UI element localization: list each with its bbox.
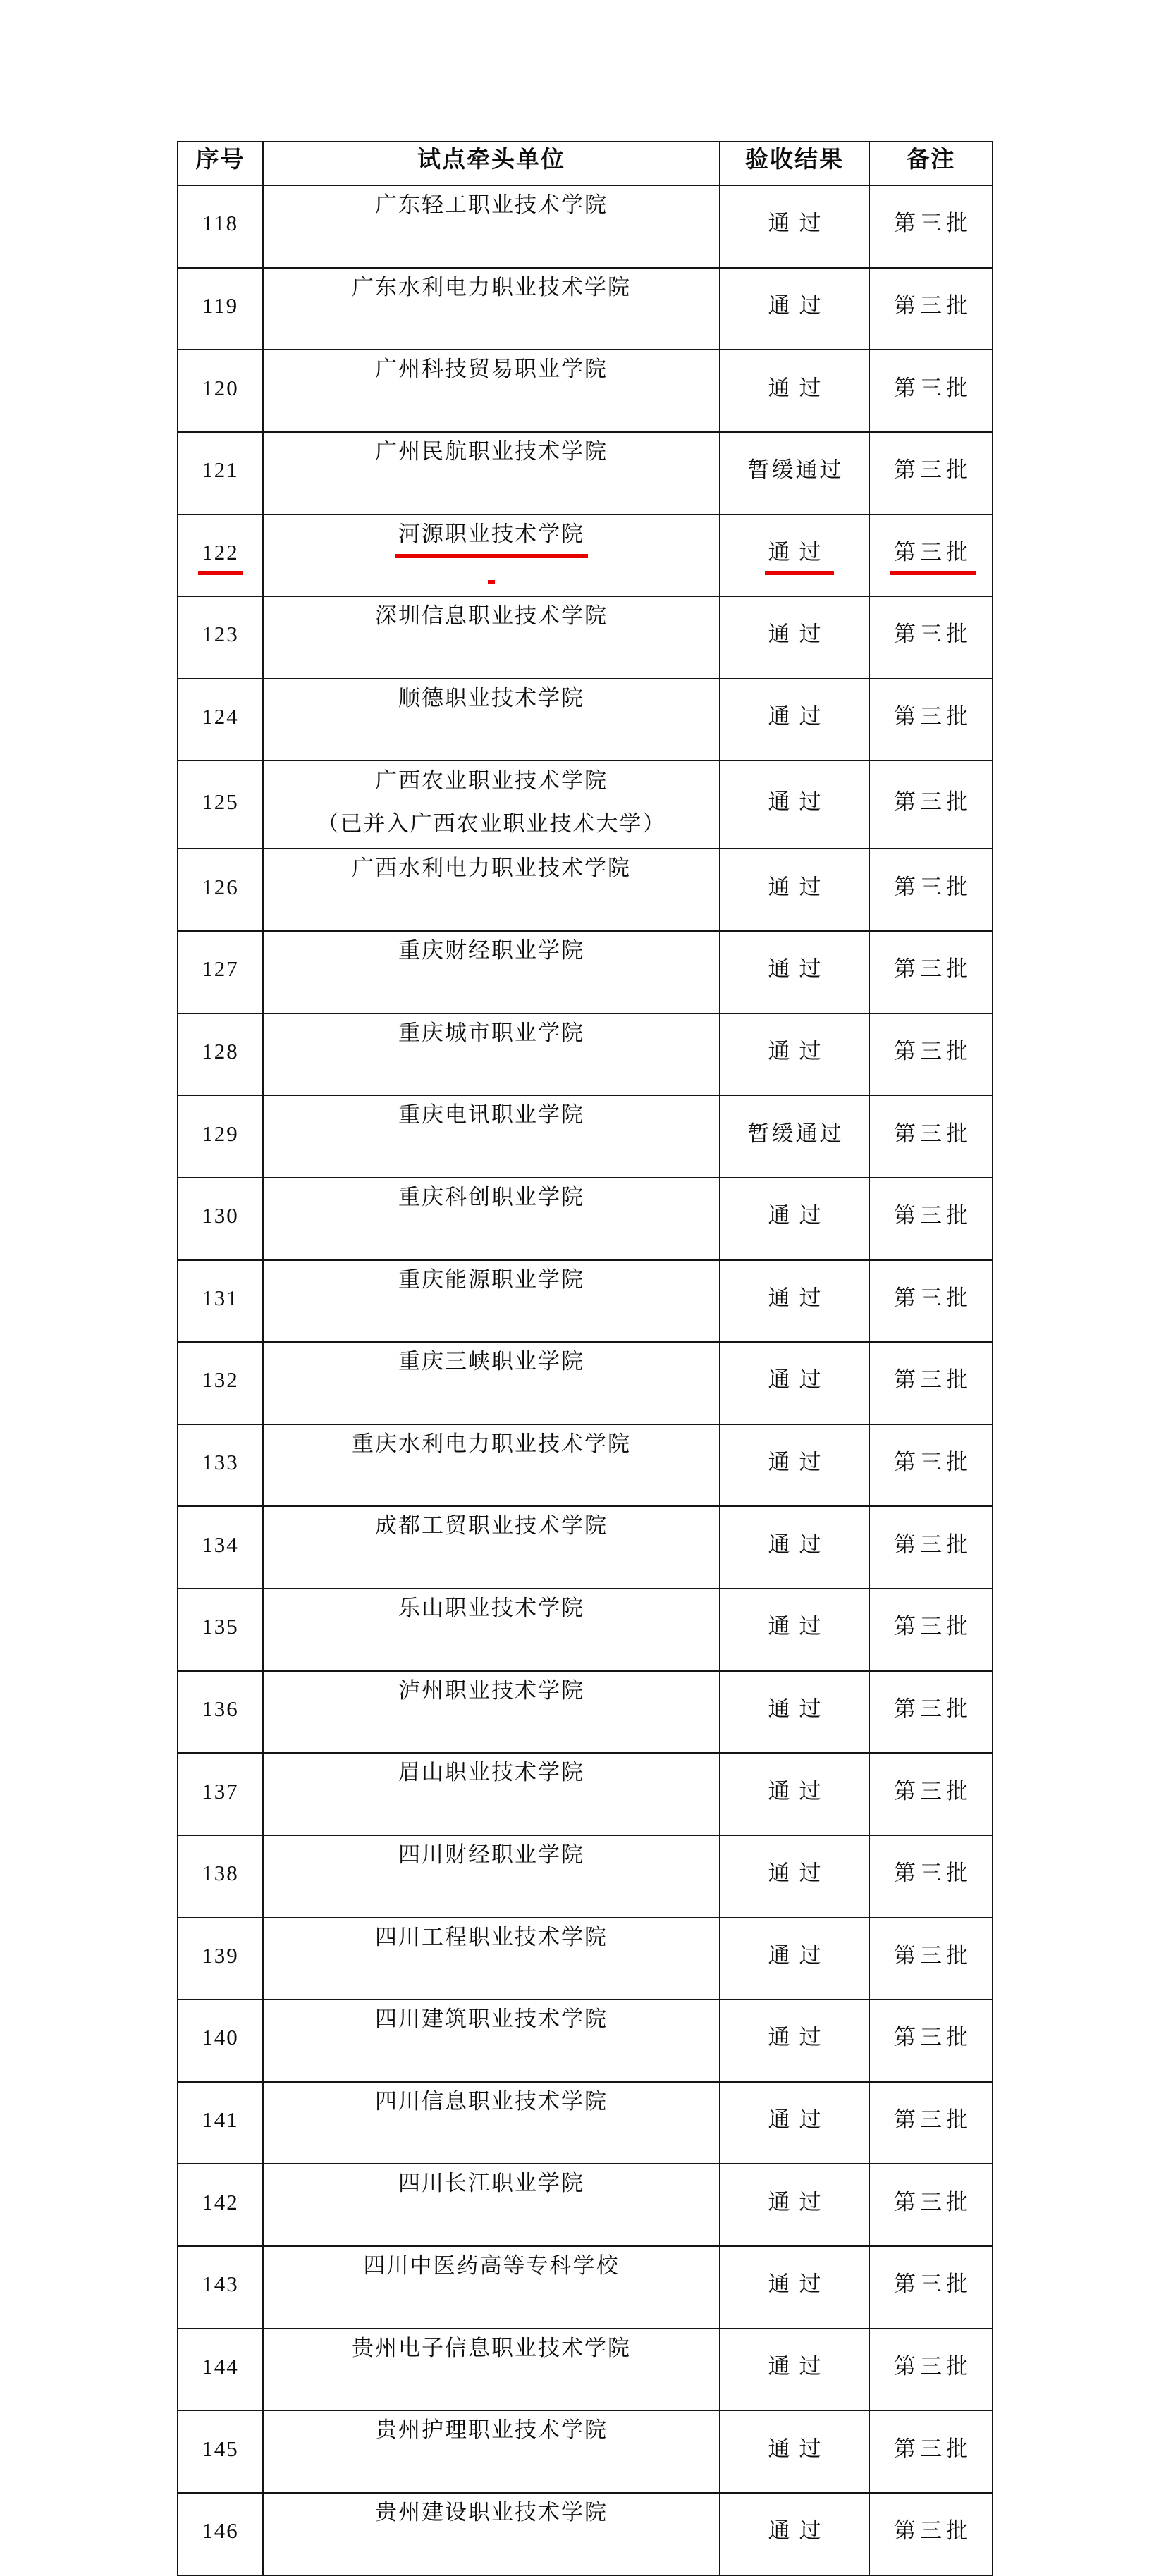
result-cell: 通过: [720, 1424, 869, 1507]
unit-cell: [263, 679, 720, 761]
table-row: [178, 1506, 993, 1589]
table-row: [178, 1999, 993, 2082]
result-cell: 通过: [720, 1013, 869, 1096]
unit-name-line: 河源职业技术学院: [264, 515, 719, 558]
serial-cell: 130: [178, 1178, 263, 1260]
remark-cell: 第三批: [869, 1671, 993, 1754]
remark-cell: 第三批: [869, 931, 993, 1013]
unit-cell: [263, 2410, 720, 2493]
unit-name-line: 眉山职业技术学院: [398, 1760, 584, 1785]
unit-name-line: 四川中医药高等专科学校: [363, 2253, 620, 2278]
unit-cell: [263, 350, 720, 432]
unit-cell: [263, 1753, 720, 1835]
table-row: [178, 2329, 993, 2411]
serial-cell: 124: [178, 679, 263, 761]
unit-cell: [263, 1835, 720, 1918]
unit-name-line: 重庆城市职业学院: [398, 1020, 584, 1045]
remark-cell: 第三批: [869, 2410, 993, 2493]
unit-cell: [263, 514, 720, 597]
remark-cell: 第三批: [869, 1342, 993, 1424]
unit-note-line: [264, 640, 719, 677]
unit-note-line: [264, 476, 719, 513]
result-cell: 通过: [720, 1506, 869, 1589]
table-row: [178, 2493, 993, 2575]
unit-note-line: [264, 1551, 719, 1588]
table-row: [178, 849, 993, 931]
unit-cell: [263, 1342, 720, 1424]
unit-note-line: [264, 2455, 719, 2492]
unit-note-line: [264, 1961, 719, 1999]
serial-cell: 131: [178, 1260, 263, 1343]
result-cell: 通过: [720, 2329, 869, 2411]
unit-name-line: 成都工贸职业技术学院: [375, 1513, 608, 1539]
unit-name-line: 重庆科创职业学院: [398, 1184, 584, 1209]
unit-cell: [263, 1671, 720, 1754]
unit-cell: [263, 2082, 720, 2164]
unit-note-line: [264, 1140, 719, 1177]
table-row: [178, 185, 993, 268]
unit-name-line: 泸州职业技术学院: [398, 1677, 584, 1703]
table-row: [178, 1095, 993, 1178]
table-row: [178, 1424, 993, 1507]
serial-cell: 135: [178, 1589, 263, 1671]
header-result: [720, 142, 869, 185]
unit-name-line: 重庆三峡职业学院: [398, 1349, 584, 1374]
serial-cell: 122: [178, 514, 263, 597]
serial-cell: 125: [178, 760, 263, 849]
serial-cell: 139: [178, 1918, 263, 2000]
unit-name-line: 四川长江职业学院: [398, 2171, 584, 2196]
unit-name-line: 重庆能源职业学院: [398, 1267, 584, 1292]
serial-cell: 119: [178, 268, 263, 350]
unit-name-line: 四川信息职业技术学院: [375, 2088, 608, 2114]
unit-name-line: 重庆电讯职业学院: [398, 1102, 584, 1128]
header-unit-label: 试点牵头单位: [417, 147, 565, 173]
result-cell: 通过: [720, 1753, 869, 1835]
remark-cell: 第三批: [869, 1013, 993, 1096]
remark-cell: 第三批: [869, 760, 993, 849]
table-row: [178, 931, 993, 1013]
unit-name-line: 四川工程职业技术学院: [375, 1924, 608, 1949]
unit-cell: [263, 1013, 720, 1096]
table-row: [178, 1178, 993, 1260]
result-cell: 通过: [720, 185, 869, 268]
remark-cell: 第三批: [869, 1753, 993, 1835]
remark-cell: 第三批: [869, 1178, 993, 1260]
remark-cell: 第三批: [869, 2246, 993, 2329]
unit-cell: [263, 1918, 720, 2000]
remark-cell: 第三批: [869, 432, 993, 514]
table-row: [178, 2164, 993, 2246]
serial-cell: 137: [178, 1753, 263, 1835]
unit-name-line: 深圳信息职业技术学院: [375, 603, 608, 629]
unit-cell: [263, 432, 720, 514]
header-serial-label: 序号: [195, 147, 245, 173]
remark-cell: 第三批: [869, 1506, 993, 1589]
serial-cell: 128: [178, 1013, 263, 1096]
table-row: [178, 1671, 993, 1754]
header-result-label: 验收结果: [745, 147, 844, 173]
result-cell: 通过: [720, 514, 869, 597]
unit-name-line: 四川建筑职业技术学院: [375, 2007, 608, 2032]
result-cell: 通过: [720, 1178, 869, 1260]
remark-cell: 第三批: [869, 268, 993, 350]
result-cell: 通过: [720, 1342, 869, 1424]
table-row: [178, 2082, 993, 2164]
remark-cell: 第三批: [869, 1095, 993, 1178]
unit-name-line: 广西水利电力职业技术学院: [352, 856, 631, 881]
table-row: [178, 514, 993, 597]
remark-cell: 第三批: [869, 2493, 993, 2575]
unit-name-line: 重庆水利电力职业技术学院: [352, 1431, 631, 1456]
unit-cell: [263, 931, 720, 1013]
serial-cell: 145: [178, 2410, 263, 2493]
result-cell: 通过: [720, 1671, 869, 1754]
serial-cell: 121: [178, 432, 263, 514]
unit-note-line: [264, 229, 719, 266]
remark-cell: 第三批: [869, 2164, 993, 2246]
unit-note-line: [264, 2372, 719, 2410]
unit-cell: [263, 1424, 720, 1507]
table-row: [178, 1918, 993, 2000]
serial-cell: 118: [178, 185, 263, 268]
unit-name-line: 广东水利电力职业技术学院: [352, 274, 631, 300]
unit-name-line: 贵州建设职业技术学院: [375, 2499, 608, 2525]
unit-cell: [263, 2329, 720, 2411]
serial-cell: 143: [178, 2246, 263, 2329]
result-cell: 通过: [720, 2493, 869, 2575]
serial-cell: 127: [178, 931, 263, 1013]
result-cell: 通过: [720, 350, 869, 432]
serial-cell: 120: [178, 350, 263, 432]
serial-cell: 146: [178, 2493, 263, 2575]
unit-note-line: [264, 2126, 719, 2163]
result-cell: 通过: [720, 849, 869, 931]
unit-name-line: 四川财经职业学院: [398, 1842, 584, 1867]
unit-name-line: 广州民航职业技术学院: [375, 438, 608, 464]
serial-cell: 141: [178, 2082, 263, 2164]
result-cell: 通过: [720, 679, 869, 761]
table-row: [178, 596, 993, 679]
unit-cell: [263, 185, 720, 268]
unit-note-line: [264, 893, 719, 930]
result-cell: 通过: [720, 1999, 869, 2082]
unit-name-line: 重庆财经职业学院: [398, 938, 584, 963]
remark-cell: 第三批: [869, 596, 993, 679]
table-row: [178, 1835, 993, 1918]
serial-cell: 133: [178, 1424, 263, 1507]
unit-name-line: 贵州护理职业技术学院: [375, 2417, 608, 2443]
table-row: [178, 2410, 993, 2493]
result-cell: 通过: [720, 268, 869, 350]
table-header-row: [178, 142, 993, 185]
serial-cell: 138: [178, 1835, 263, 1918]
table-row: [178, 432, 993, 514]
unit-name-line: 广州科技贸易职业学院: [375, 357, 608, 382]
serial-cell: 140: [178, 1999, 263, 2082]
serial-cell: 123: [178, 596, 263, 679]
unit-note-line: [264, 2208, 719, 2245]
result-cell: 通过: [720, 1260, 869, 1343]
remark-cell: 第三批: [869, 2082, 993, 2164]
remark-cell: 第三批: [869, 2329, 993, 2411]
unit-cell: [263, 1260, 720, 1343]
remark-cell: 第三批: [869, 514, 993, 597]
serial-cell: 132: [178, 1342, 263, 1424]
unit-name-line: 贵州电子信息职业技术学院: [352, 2335, 631, 2360]
acceptance-results-table: [177, 141, 993, 2576]
serial-cell: 142: [178, 2164, 263, 2246]
unit-cell: [263, 1178, 720, 1260]
remark-cell: 第三批: [869, 350, 993, 432]
result-cell: 通过: [720, 931, 869, 1013]
table-row: [178, 350, 993, 432]
unit-cell: [263, 2493, 720, 2575]
unit-note-line: [264, 1632, 719, 1670]
serial-cell: 126: [178, 849, 263, 931]
header-remark: [869, 142, 993, 185]
unit-note-line: [264, 394, 719, 431]
unit-cell: [263, 596, 720, 679]
table-body: [178, 185, 993, 2575]
result-cell: 暂缓通过: [720, 432, 869, 514]
unit-note-line: [264, 975, 719, 1012]
unit-cell: [263, 2164, 720, 2246]
result-cell: 通过: [720, 1918, 869, 2000]
remark-cell: 第三批: [869, 849, 993, 931]
unit-note-line: [264, 722, 719, 760]
result-cell: 通过: [720, 596, 869, 679]
remark-cell: 第三批: [869, 1589, 993, 1671]
unit-note-line: [264, 1715, 719, 1752]
unit-cell: [263, 1999, 720, 2082]
table-row: [178, 679, 993, 761]
header-serial: [178, 142, 263, 185]
unit-note-line: [264, 1057, 719, 1095]
unit-note-line: [264, 1386, 719, 1423]
unit-cell: [263, 2246, 720, 2329]
unit-name-line: 乐山职业技术学院: [398, 1596, 584, 1620]
serial-cell: 136: [178, 1671, 263, 1754]
result-cell: 通过: [720, 2410, 869, 2493]
unit-note-line: [264, 2290, 719, 2327]
unit-cell: [263, 268, 720, 350]
remark-cell: 第三批: [869, 1999, 993, 2082]
unit-note-line: [264, 1879, 719, 1916]
unit-note-line: [264, 1304, 719, 1341]
serial-cell: 129: [178, 1095, 263, 1178]
result-cell: 通过: [720, 760, 869, 849]
table-row: [178, 2246, 993, 2329]
result-cell: 暂缓通过: [720, 1095, 869, 1178]
unit-cell: [263, 760, 720, 849]
unit-note-line: [264, 2537, 719, 2574]
remark-cell: 第三批: [869, 185, 993, 268]
table-row: [178, 1260, 993, 1343]
unit-cell: [263, 849, 720, 931]
header-remark-label: 备注: [906, 147, 956, 173]
result-cell: 通过: [720, 2246, 869, 2329]
result-cell: 通过: [720, 2082, 869, 2164]
unit-note-line: [264, 312, 719, 349]
unit-note-line: [264, 1221, 719, 1259]
remark-cell: 第三批: [869, 1918, 993, 2000]
table-row: [178, 1589, 993, 1671]
unit-note-line: [264, 558, 719, 596]
table-row: [178, 1342, 993, 1424]
unit-name-line: 广西农业职业技术学院: [375, 768, 608, 793]
unit-note-line: [264, 1797, 719, 1835]
unit-name-line: 广东轻工职业技术学院: [375, 192, 608, 217]
remark-cell: 第三批: [869, 1835, 993, 1918]
header-unit: [263, 142, 720, 185]
result-cell: 通过: [720, 2164, 869, 2246]
unit-note-line: （已并入广西农业职业技术大学）: [317, 811, 666, 836]
remark-cell: 第三批: [869, 679, 993, 761]
table-row: [178, 760, 993, 849]
result-cell: 通过: [720, 1589, 869, 1671]
remark-cell: 第三批: [869, 1424, 993, 1507]
table-row: [178, 268, 993, 350]
remark-cell: 第三批: [869, 1260, 993, 1343]
unit-cell: [263, 1589, 720, 1671]
unit-note-line: [264, 1468, 719, 1505]
table-row: [178, 1753, 993, 1835]
unit-cell: [263, 1506, 720, 1589]
table-row: [178, 1013, 993, 1096]
result-cell: 通过: [720, 1835, 869, 1918]
serial-cell: 134: [178, 1506, 263, 1589]
unit-note-line: [264, 2043, 719, 2081]
serial-cell: 144: [178, 2329, 263, 2411]
unit-name-line: 顺德职业技术学院: [398, 685, 584, 710]
unit-cell: [263, 1095, 720, 1178]
